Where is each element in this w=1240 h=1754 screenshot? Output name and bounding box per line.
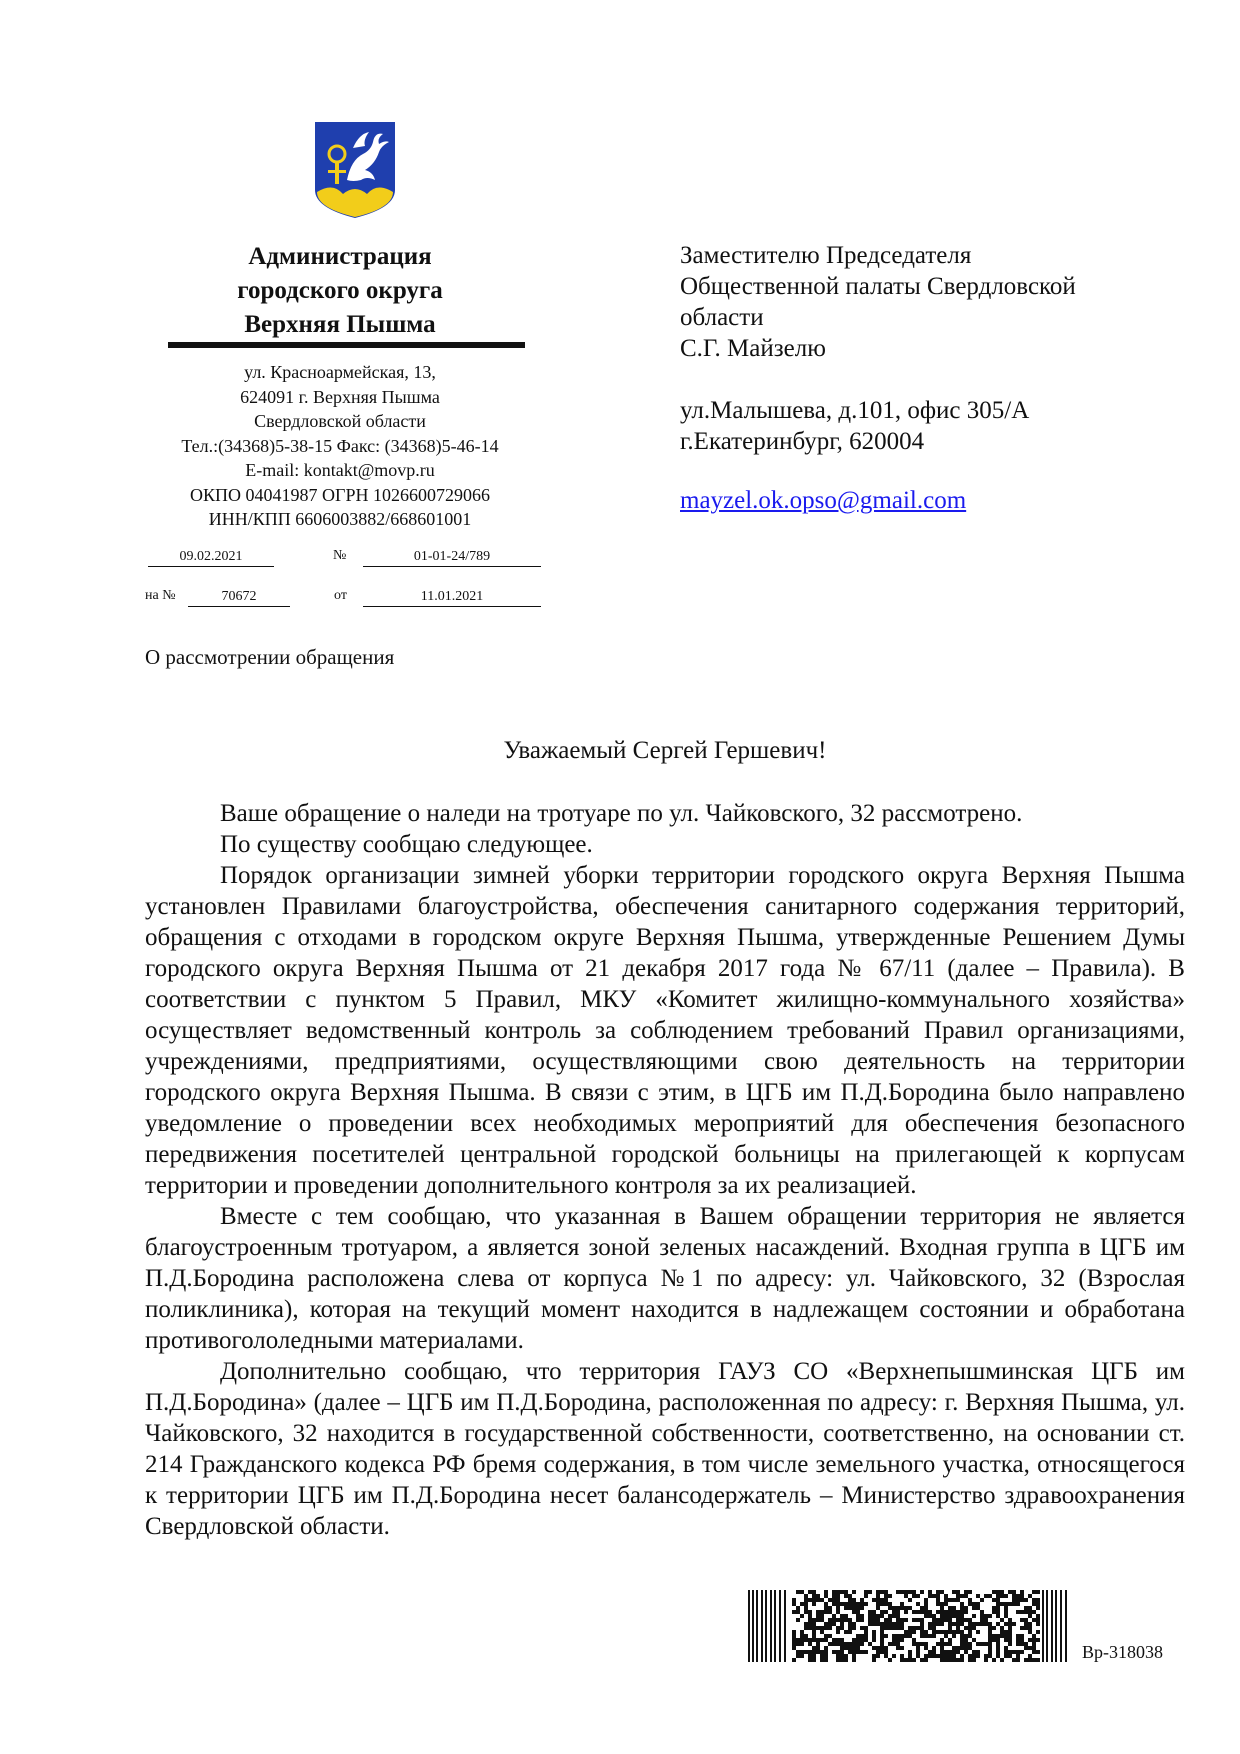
org-title-line: Верхняя Пышма [244, 311, 436, 338]
recipient-address [680, 395, 1029, 457]
body-paragraph: Дополнительно сообщаю, что территория ГАУЗ СО «Верхнепышминская ЦГБ им П.Д.Бородина» (далее – ЦГБ им П.Д.Бородина, расположенная по адресу: г. Верхняя Пышма, ул. Чайковского, 32 находится в государственной собственности, соответственно, на основании ст. 214 Гражданского кодекса РФ бремя содержания, в том числе земельного участка, относящегося к территории ЦГБ им П.Д.Бородина несет балансодержатель – Министерство здравоохранения Свердловской области. [145, 1358, 1185, 1540]
body-paragraph: Вместе с тем сообщаю, что указанная в Вашем обращении территория не является благоустроенным тротуаром, а является зоной зеленых насаждений. Входная группа в ЦГБ им П.Д.Бородина расположена слева от корпуса №1 по адресу: ул. Чайковского, 32 (Взрослая поликлиника), которая на текущий момент находится в надлежащем состоянии и обработана противогололедными материалами. [145, 1203, 1185, 1354]
recipient-city: г.Екатеринбург, 620004 [680, 428, 925, 455]
body-paragraph: Ваше обращение о наледи на тротуаре по ул. Чайковского, 32 рассмотрено. [220, 800, 1023, 827]
from-label: от [334, 588, 347, 603]
barcode-icon [748, 1590, 1070, 1662]
letter-body [145, 798, 1185, 1542]
coat-of-arms-icon [313, 120, 397, 220]
recipient-street: ул.Малышева, д.101, офис 305/А [680, 397, 1030, 424]
org-okpo-ogrn: ОКПО 04041987 ОГРН 1026600729066 [190, 484, 490, 505]
outgoing-date: 09.02.2021 [148, 548, 274, 567]
letter-subject: О рассмотрении обращения [145, 645, 395, 669]
ref-date: 11.01.2021 [363, 588, 541, 607]
org-phone-fax: Тел.:(34368)5-38-15 Факс: (34368)5-46-14 [181, 435, 499, 456]
org-address-line: ул. Красноармейская, 13, [244, 362, 436, 382]
body-paragraph: По существу сообщаю следующее. [220, 831, 593, 858]
recipient-line: Общественной палаты Свердловской [680, 273, 1076, 300]
salutation: Уважаемый Сергей Гершевич! [503, 737, 827, 764]
outgoing-number: 01-01-24/789 [363, 548, 541, 567]
title-divider [168, 342, 525, 348]
ref-number-label: на № [145, 588, 176, 603]
number-label: № [333, 548, 347, 563]
recipient-email-link[interactable]: mayzel.ok.opso@gmail.com [680, 487, 967, 514]
org-inn-kpp: ИНН/КПП 6606003882/668601001 [208, 509, 472, 529]
recipient-block [680, 240, 1160, 364]
org-title-line: городского округа [237, 277, 443, 304]
body-paragraph: Порядок организации зимней уборки территории городского округа Верхняя Пышма установлен Правилами благоустройства, обеспечения санитарного содержания территорий, обращения с отходами в городском округе Верхняя Пышма, утвержденные Решением Думы городского округа Верхняя Пышма от 21 декабря 2017 года № 67/11 (далее – Правила). В соответствии с пунктом 5 Правил, МКУ «Комитет жилищно-коммунального хозяйства» осуществляет ведомственный контроль за соблюдением требований Правил организациями, учреждениями, предприятиями, осуществляющими свою деятельность на территории городского округа Верхняя Пышма. В связи с этим, в ЦГБ им П.Д.Бородина было направлено уведомление о проведении всех необходимых мероприятий для обеспечения безопасного передвижения посетителей центральной городской больницы на прилегающей к корпусам территории и проведении дополнительного контроля за их реализацией. [145, 862, 1185, 1199]
recipient-name: С.Г. Майзелю [680, 335, 826, 362]
document-code: Вр-318038 [1082, 1642, 1163, 1662]
org-title-line: Администрация [248, 243, 432, 270]
recipient-line: области [680, 304, 764, 331]
organization-title [150, 240, 530, 342]
org-email: E-mail: kontakt@movp.ru [245, 460, 435, 480]
organization-info [140, 360, 540, 532]
org-address-line: 624091 г. Верхняя Пышма [240, 386, 440, 407]
ref-number: 70672 [188, 588, 290, 607]
org-address-line: Свердловской области [254, 411, 426, 431]
recipient-line: Заместителю Председателя [680, 242, 972, 269]
